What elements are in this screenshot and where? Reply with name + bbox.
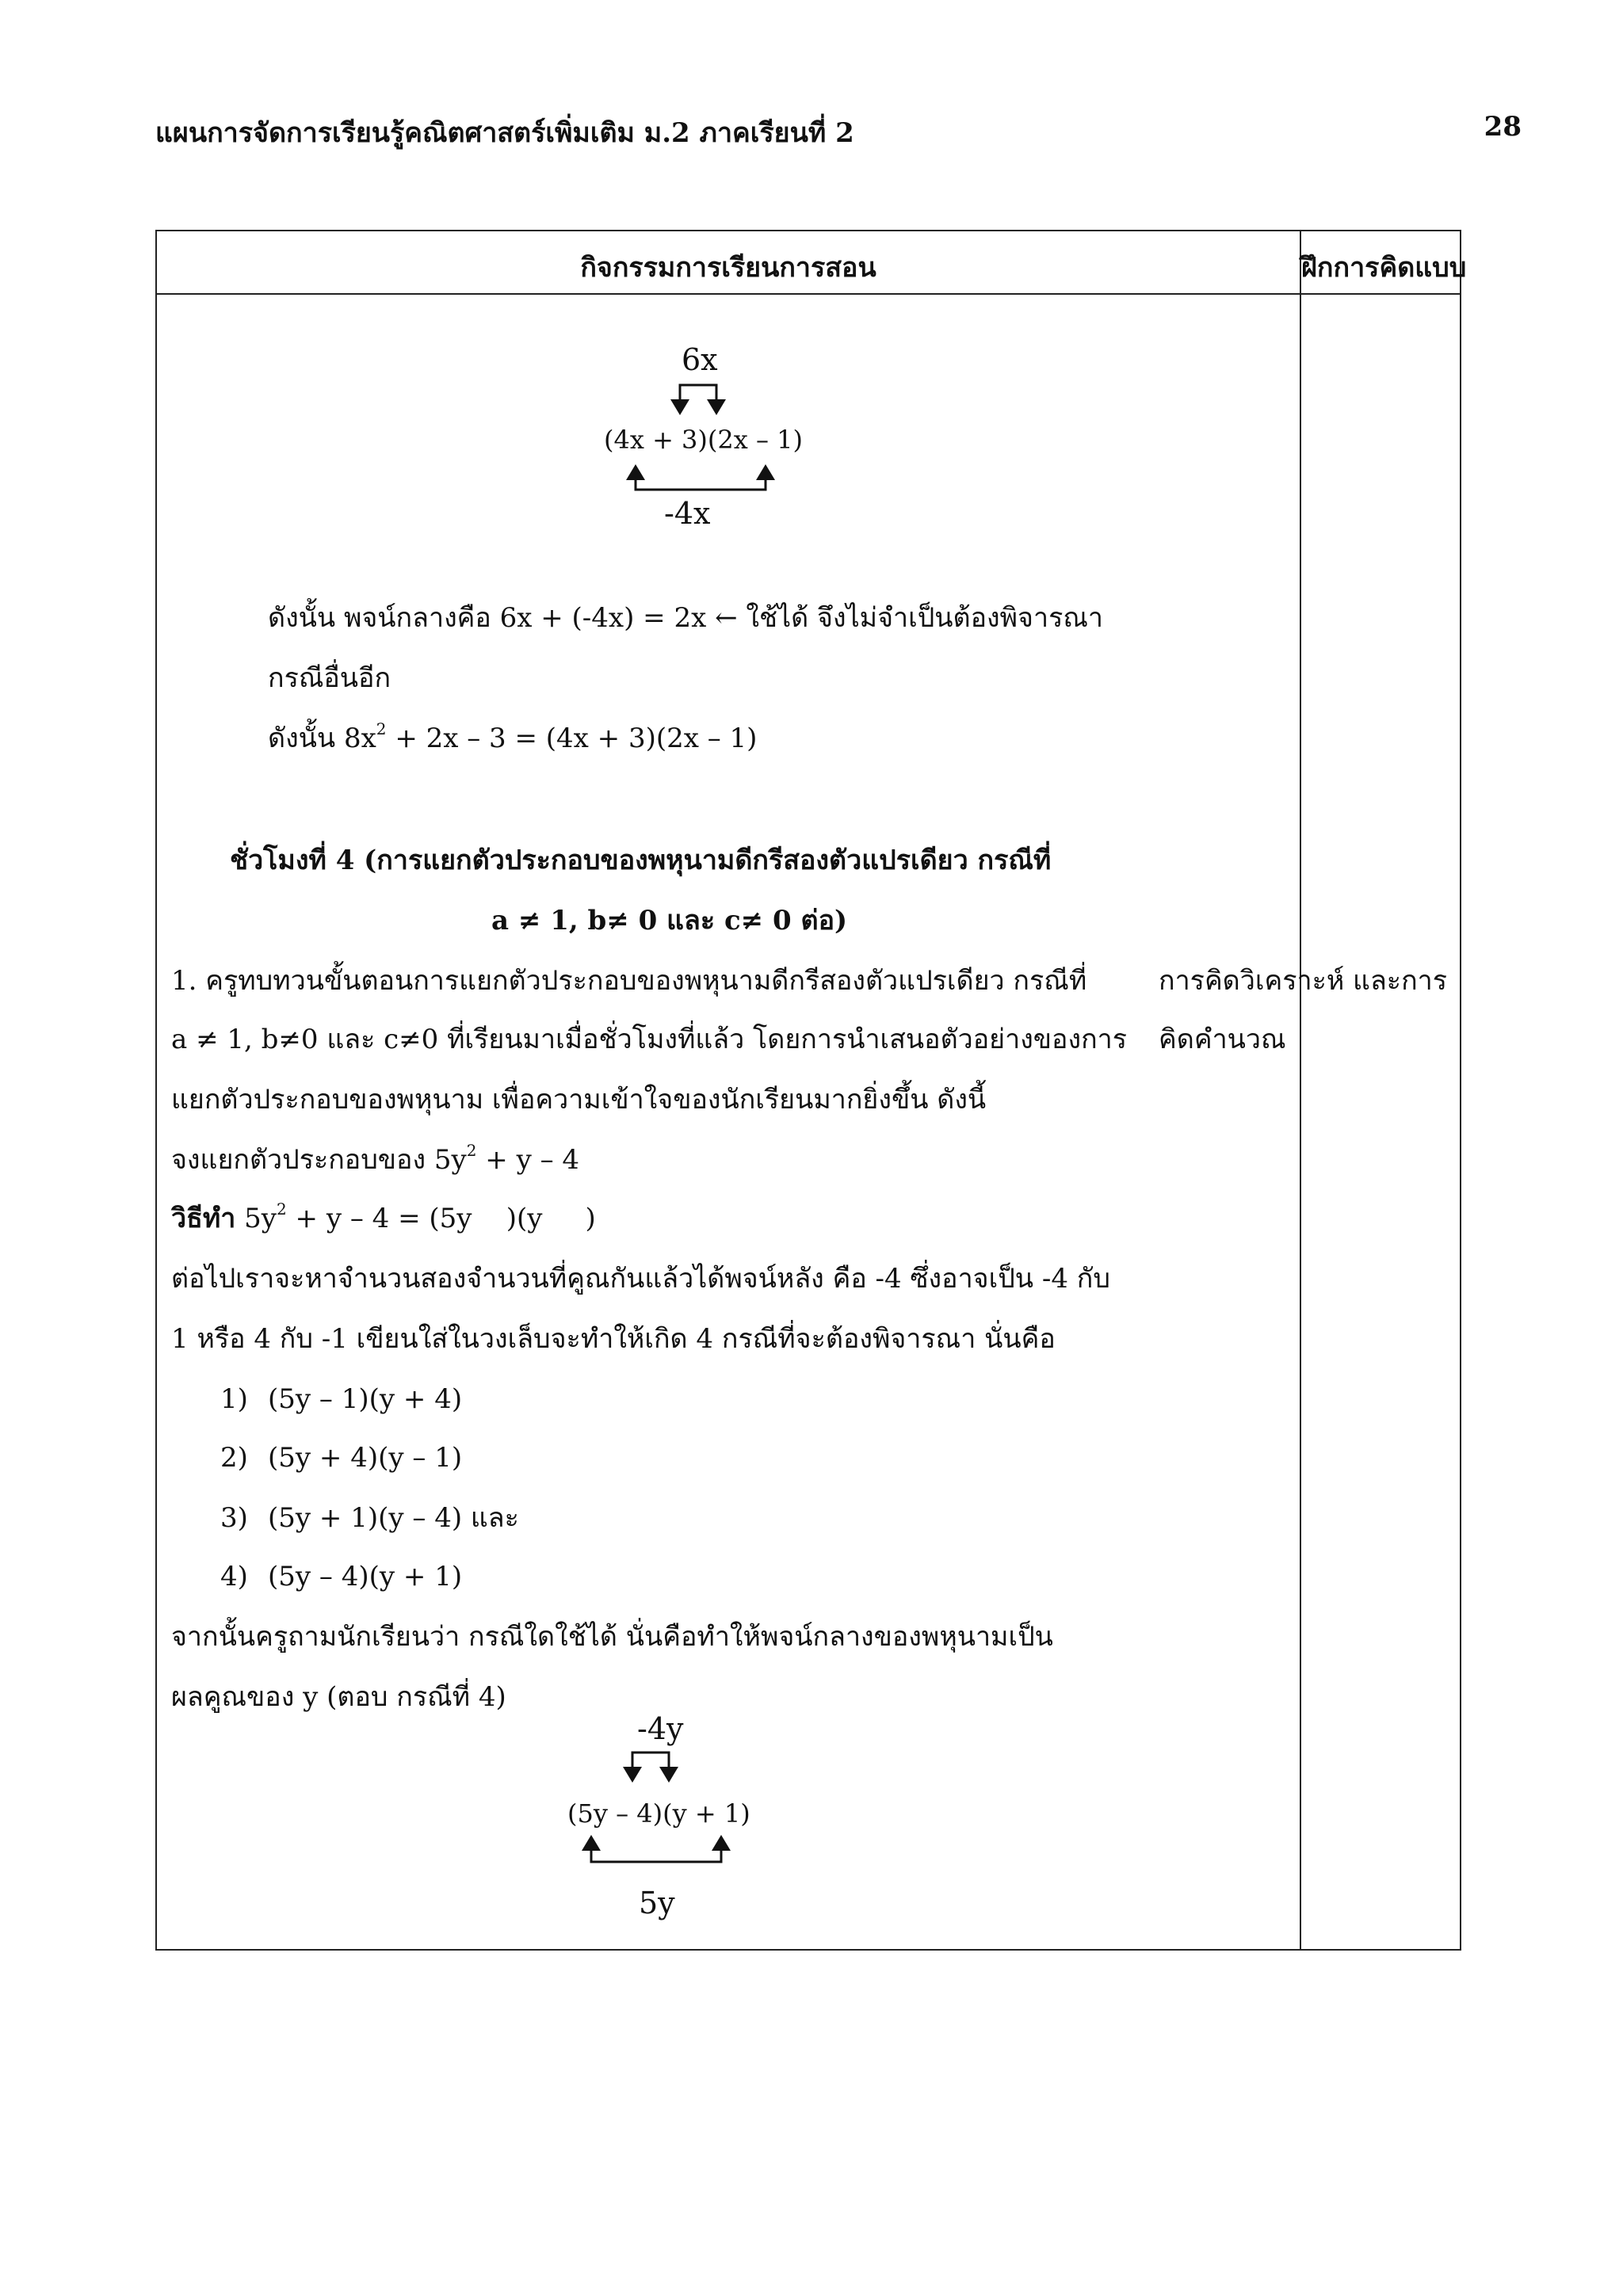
method-prefix: 5y	[235, 1203, 277, 1234]
conclusion-line-1: ดังนั้น พจน์กลางคือ 6x + (-4x) = 2x ← ใช้ได้ จึงไม่จำเป็นต้องพิจารณา	[268, 602, 1103, 634]
paragraph-3-line-2: ผลคูณของ y (ตอบ กรณีที่ 4)	[171, 1681, 506, 1713]
case-expression: (5y – 1)(y + 4)	[268, 1383, 463, 1415]
paragraph-1-line-3: แยกตัวประกอบของพหุนาม เพื่อความเข้าใจของนักเรียนมากยิ่งขึ้น ดังนี้	[171, 1084, 987, 1116]
conclusion-line-2: กรณีอื่นอีก	[268, 662, 391, 694]
hour4-heading-line-2: a ≠ 1, b≠ 0 และ c≠ 0 ต่อ)	[491, 905, 848, 936]
column-heading-activities: กิจกรรมการเรียนการสอน	[580, 252, 876, 284]
paragraph-1-line-1: 1. ครูทบทวนขั้นตอนการแยกตัวประกอบของพหุนามดีกรีสองตัวแปรเดียว กรณีที่	[171, 965, 1087, 997]
case-item-1	[220, 1383, 462, 1415]
case-item-4	[220, 1561, 462, 1592]
exponent: 2	[376, 719, 387, 738]
diagram2-top-arrows	[621, 1748, 685, 1787]
task-suffix: + y – 4	[476, 1144, 580, 1176]
case-number: 3)	[220, 1502, 248, 1534]
paragraph-3-line-1: จากนั้นครูถามนักเรียนว่า กรณีใดใช้ได้ นั่นคือทำให้พจน์กลางของพหุนามเป็น	[171, 1621, 1053, 1653]
column-heading-thinking: ฝึกการคิดแบบ	[1301, 252, 1467, 284]
method-suffix: + y – 4 = (5y )(y )	[286, 1203, 596, 1234]
paragraph-1-line-2: a ≠ 1, b≠0 และ c≠0 ที่เรียนมาเมื่อชั่วโมงที่แล้ว โดยการนำเสนอตัวอย่างของการ	[171, 1024, 1128, 1055]
diagram2-bottom-label: 5y	[639, 1886, 675, 1920]
diagram1-expression: (4x + 3)(2x – 1)	[604, 425, 803, 455]
conclusion-line-3	[268, 719, 758, 754]
case-item-3	[220, 1502, 519, 1534]
column-divider	[1300, 231, 1301, 1949]
diagram1-bottom-arrows	[623, 461, 781, 496]
task-prefix: จงแยกตัวประกอบของ 5y	[171, 1144, 467, 1176]
case-item-2	[220, 1442, 462, 1474]
hour4-heading-line-1: ชั่วโมงที่ 4 (การแยกตัวประกอบของพหุนามดีกรีสองตัวแปรเดียว กรณีที่	[230, 845, 1052, 876]
conclusion-line-3-prefix: ดังนั้น 8x	[268, 723, 376, 754]
conclusion-line-3-suffix: + 2x – 3 = (4x + 3)(2x – 1)	[386, 723, 758, 754]
diagram1-top-arrows	[666, 380, 737, 420]
case-number: 1)	[220, 1383, 248, 1415]
method-label: วิธีทำ	[171, 1203, 236, 1234]
diagram2-expression: (5y – 4)(y + 1)	[567, 1798, 750, 1829]
case-expression: (5y + 1)(y – 4) และ	[268, 1502, 519, 1534]
thinking-note-line-2: คิดคำนวณ	[1159, 1024, 1286, 1055]
case-expression: (5y + 4)(y – 1)	[268, 1442, 463, 1474]
method-line	[171, 1199, 596, 1234]
page-number: 28	[1484, 111, 1522, 143]
case-expression: (5y – 4)(y + 1)	[268, 1561, 463, 1592]
case-number: 4)	[220, 1561, 248, 1592]
diagram2-top-label: -4y	[637, 1711, 684, 1746]
paragraph-2-line-2: 1 หรือ 4 กับ -1 เขียนใส่ในวงเล็บจะทำให้เกิด 4 กรณีที่จะต้องพิจารณา นั่นคือ	[171, 1323, 1056, 1355]
document-header-title: แผนการจัดการเรียนรู้คณิตศาสตร์เพิ่มเติม ม.2 ภาคเรียนที่ 2	[155, 117, 854, 149]
diagram2-bottom-arrows	[575, 1832, 734, 1868]
task-line	[171, 1141, 580, 1176]
case-number: 2)	[220, 1442, 248, 1474]
header-divider	[157, 293, 1460, 295]
diagram1-top-label: 6x	[682, 342, 718, 377]
paragraph-2-line-1: ต่อไปเราจะหาจำนวนสองจำนวนที่คูณกันแล้วได้พจน์หลัง คือ -4 ซึ่งอาจเป็น -4 กับ	[171, 1263, 1110, 1295]
thinking-note-line-1: การคิดวิเคราะห์ และการ	[1159, 965, 1448, 997]
exponent: 2	[277, 1199, 287, 1219]
exponent: 2	[466, 1141, 477, 1160]
diagram1-bottom-label: -4x	[664, 496, 711, 531]
